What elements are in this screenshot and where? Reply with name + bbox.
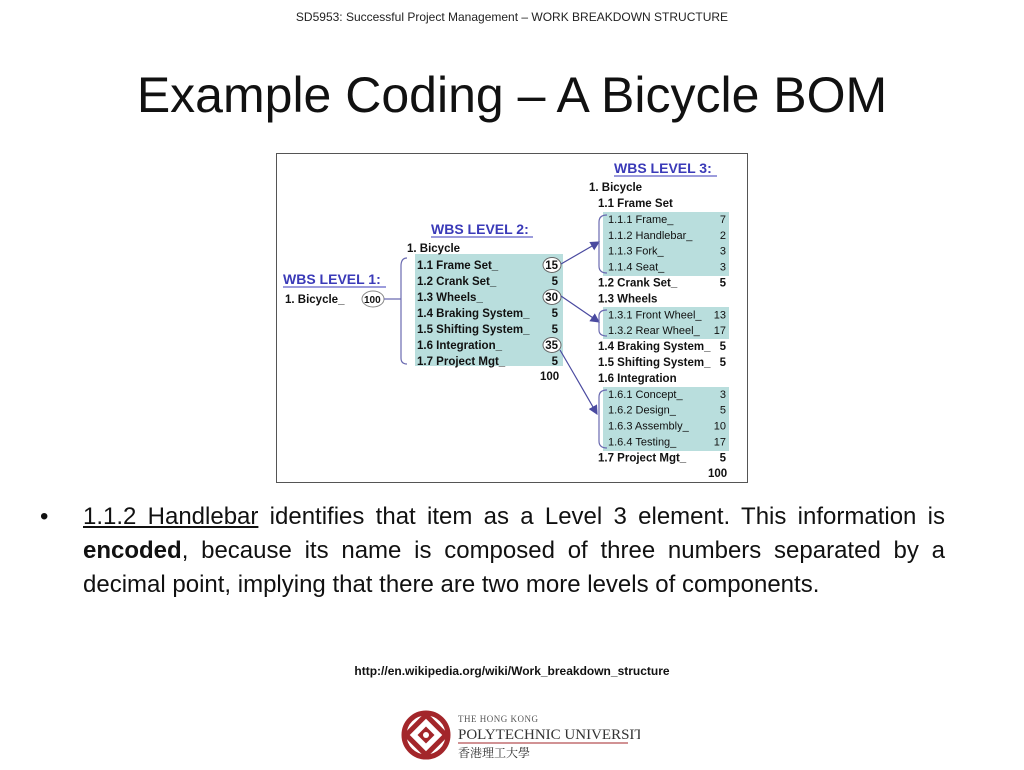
level1-heading: WBS LEVEL 1: <box>283 271 381 287</box>
level3-row-label: 1.6.2 Design_ <box>608 404 676 417</box>
level3-row-value: 3 <box>719 261 726 274</box>
level3-row-label: 1.3 Wheels <box>598 293 658 306</box>
level2-item-label: 1.6 Integration_ <box>417 340 502 352</box>
level3-row-value: 7 <box>719 213 726 226</box>
bullet-marker: • <box>40 503 49 530</box>
logo-line2: POLYTECHNIC UNIVERSITY <box>458 727 640 743</box>
level3-row-value: 5 <box>719 452 726 465</box>
logo-line3: 香港理工大學 <box>458 746 531 760</box>
bullet-term: 1.1.2 Handlebar <box>83 503 259 530</box>
bullet-part2: , because its name is composed of three numbers separated by a decimal point, implying that there are two more levels of components. <box>83 537 945 598</box>
level3-row-label: 1.1.1 Frame_ <box>608 213 674 226</box>
level2-item-label: 1.5 Shifting System_ <box>417 324 530 336</box>
level1-total: 100 <box>364 295 381 306</box>
level3-row-label: 1.3.1 Front Wheel_ <box>608 309 702 322</box>
level1-to-level2-bracket <box>384 258 407 364</box>
logo-svg <box>400 705 640 765</box>
level3-row-value: 5 <box>719 404 726 417</box>
level3-row-value: 3 <box>719 388 726 401</box>
level3-root: 1. Bicycle <box>589 182 643 194</box>
level2-item-value: 15 <box>545 260 558 272</box>
level2-heading: WBS LEVEL 2: <box>431 221 529 237</box>
logo-line1: THE HONG KONG <box>458 714 539 724</box>
level2-item-value: 5 <box>551 356 558 368</box>
level1-item: 1. Bicycle_ <box>285 294 345 306</box>
level3-row-label: 1.1.3 Fork_ <box>608 245 664 258</box>
level3-row-label: 1.7 Project Mgt_ <box>598 452 687 465</box>
arrow-wheels <box>561 296 599 322</box>
level2-item-value: 5 <box>551 308 558 320</box>
level2-item-value: 30 <box>545 292 558 304</box>
level2-item-label: 1.2 Crank Set_ <box>417 276 497 288</box>
level3-row-value: 2 <box>719 229 726 242</box>
level2-item-label: 1.7 Project Mgt_ <box>417 356 506 368</box>
level2-item-label: 1.4 Braking System_ <box>417 308 530 320</box>
level2-item-label: 1.3 Wheels_ <box>417 292 483 304</box>
level3-row-label: 1.5 Shifting System_ <box>598 357 711 369</box>
level3-row-label: 1.2 Crank Set_ <box>598 277 678 290</box>
level3-row-value: 10 <box>713 420 726 433</box>
arrow-integration <box>560 350 597 414</box>
wbs-diagram <box>276 153 748 483</box>
level3-row-label: 1.1.4 Seat_ <box>608 261 665 274</box>
level3-row-label: 1.3.2 Rear Wheel_ <box>608 325 700 338</box>
bullet-emphasis: encoded <box>83 537 182 564</box>
bullet-text <box>83 500 945 602</box>
level3-row-label: 1.4 Braking System_ <box>598 341 711 354</box>
level3-row-value: 13 <box>713 309 726 322</box>
level3-total: 100 <box>708 468 728 480</box>
slide-header: SD5953: Successful Project Management – WORK BREAKDOWN STRUCTURE <box>295 10 729 24</box>
slide-title: Example Coding – A Bicycle BOM <box>136 67 888 123</box>
bullet-part1: identifies that item as a Level 3 element. This information is <box>258 503 945 530</box>
wbs-diagram-svg <box>277 154 747 482</box>
level3-row-value: 3 <box>719 245 726 258</box>
level3-heading: WBS LEVEL 3: <box>614 160 712 176</box>
level3-row-label: 1.6.4 Testing_ <box>608 436 677 449</box>
level3-row-value: 5 <box>719 341 726 354</box>
arrow-frameset <box>561 242 599 264</box>
source-url: http://en.wikipedia.org/wiki/Work_breakdown_structure <box>354 664 670 678</box>
level3-row-label: 1.6 Integration <box>598 372 677 385</box>
level3-row-label: 1.1 Frame Set <box>598 198 673 210</box>
level2-root: 1. Bicycle <box>407 243 461 255</box>
level3-row-value: 17 <box>713 436 726 449</box>
level3-row-label: 1.1.2 Handlebar_ <box>608 229 693 242</box>
level2-total: 100 <box>540 371 560 383</box>
level2-item-value: 5 <box>551 324 558 336</box>
level3-row-label: 1.6.1 Concept_ <box>608 388 683 401</box>
level3-row-value: 5 <box>719 277 726 290</box>
bullet-point <box>40 500 945 602</box>
level2-item-value: 35 <box>545 340 558 352</box>
level3-row-label: 1.6.3 Assembly_ <box>608 420 689 433</box>
level2-item-label: 1.1 Frame Set_ <box>417 260 499 272</box>
logo-emblem-icon <box>404 713 448 757</box>
level2-item-value: 5 <box>551 276 558 288</box>
level3-row-value: 5 <box>719 357 726 369</box>
university-logo <box>400 705 640 765</box>
level3-row-value: 17 <box>713 325 726 338</box>
